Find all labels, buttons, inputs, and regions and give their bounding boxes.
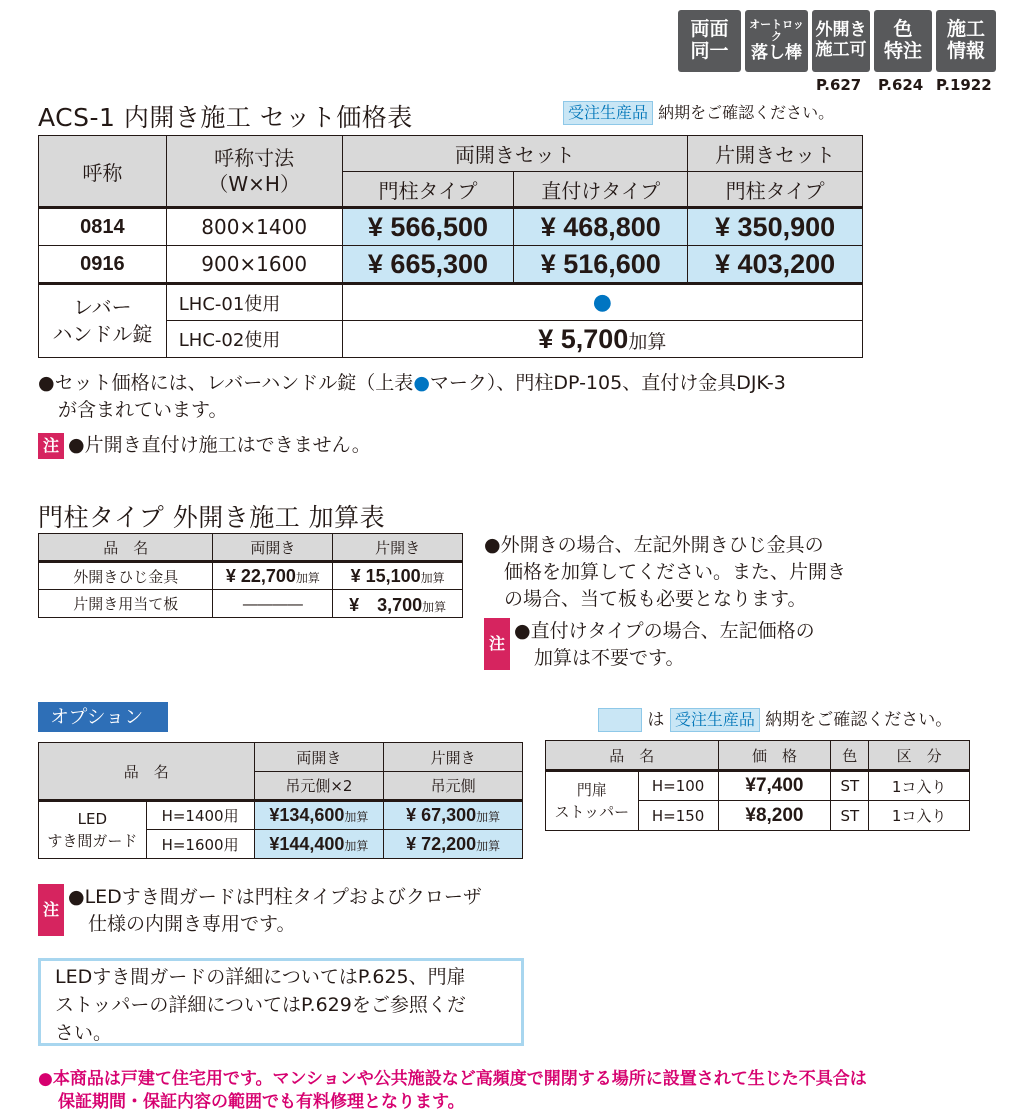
delivery-note: 納期をご確認ください。	[658, 103, 835, 122]
caution-icon: 注	[38, 433, 64, 459]
single-direct-note: 注 ●片開き直付け施工はできません。	[38, 432, 371, 459]
price-cell: ¥ 3,700加算	[333, 590, 463, 618]
price-cell: ¥ 22,700加算	[213, 562, 333, 590]
header-price: 価 格	[718, 741, 831, 771]
price-cell: ¥144,400加算	[254, 830, 384, 859]
header-name: 品 名	[546, 741, 719, 771]
header-single-set: 片開きセット	[688, 136, 863, 172]
legend-swatch	[598, 708, 642, 732]
header-size: 呼称寸法 （W×H）	[166, 136, 342, 208]
table-row	[39, 562, 463, 590]
header-single: 片開き	[384, 743, 523, 772]
badge-color-custom: 色 特注	[874, 10, 932, 72]
size-label: H=150	[638, 801, 718, 831]
color-code: ST	[831, 771, 869, 801]
set-price-table	[38, 135, 863, 358]
price-cell: ¥ 72,200加算	[384, 830, 523, 859]
price-cell: ¥ 516,600	[514, 246, 688, 284]
size-label: H=1600用	[146, 830, 254, 859]
badge-construction-info: 施工 情報	[936, 10, 996, 72]
made-to-order-notice	[563, 100, 834, 125]
model-code: 0916	[39, 246, 167, 284]
caution-icon: 注	[484, 618, 510, 670]
page-ref[interactable]: P.627	[816, 76, 862, 94]
header-hinge-x2: 吊元側×2	[254, 772, 384, 801]
badge-autolock: オートロック 落し棒	[745, 10, 808, 72]
table-row	[39, 801, 523, 830]
footer-warning: ●本商品は戸建て住宅用です。マンションや公共施設など高頻度で開閉する場所に設置されて生じた不具合は 保証期間・保証内容の範囲でも有料修理となります。	[38, 1069, 867, 1112]
made-to-order-badge: 受注生産品	[563, 101, 653, 125]
price-cell: ¥134,600加算	[254, 801, 384, 830]
header-double: 両開き	[254, 743, 384, 772]
size-label: H=1400用	[146, 801, 254, 830]
lhc02-price: ¥ 5,700加算	[342, 321, 862, 358]
price-cell: ¥ 566,500	[342, 208, 514, 246]
outward-addon-table	[38, 533, 463, 618]
table-row	[39, 590, 463, 618]
not-applicable: ――――	[213, 590, 333, 618]
header-division: 区 分	[869, 741, 970, 771]
model-size: 900×1600	[166, 246, 342, 284]
model-code: 0814	[39, 208, 167, 246]
header-single: 片開き	[333, 534, 463, 562]
price-cell: ¥ 67,300加算	[384, 801, 523, 830]
lever-handle-label: レバー ハンドル錠	[39, 284, 167, 358]
legend: は 受注生産品 納期をご確認ください。	[598, 705, 952, 732]
header-pillar-type: 門柱タイプ	[688, 172, 863, 208]
led-guard-table	[38, 742, 523, 859]
header-name: 品 名	[39, 534, 213, 562]
model-size: 800×1400	[166, 208, 342, 246]
color-code: ST	[831, 801, 869, 831]
feature-badges	[678, 10, 1000, 100]
header-double: 両開き	[213, 534, 333, 562]
price-cell: ¥ 15,100加算	[333, 562, 463, 590]
lhc02-label: LHC-02使用	[166, 321, 342, 358]
page-ref[interactable]: P.624	[878, 76, 924, 94]
price-cell: ¥ 665,300	[342, 246, 514, 284]
reference-box: LEDすき間ガードの詳細についてはP.625、門扉 ストッパーの詳細についてはP.629をご参照くだ さい。	[38, 958, 524, 1046]
price-cell: ¥ 350,900	[688, 208, 863, 246]
stopper-name: 門扉 ストッパー	[546, 771, 639, 831]
led-guard-name: LED すき間ガード	[39, 801, 147, 859]
gate-stopper-table	[545, 740, 970, 831]
lhc01-label: LHC-01使用	[166, 284, 342, 321]
header-direct-type: 直付けタイプ	[514, 172, 688, 208]
item-name: 片開き用当て板	[39, 590, 213, 618]
outward-note: ●外開きの場合、左記外開きひじ金具の 価格を加算してください。また、片開き の場合、当て板も必要となります。	[484, 534, 847, 610]
division: 1コ入り	[869, 801, 970, 831]
table-row	[546, 771, 970, 801]
price-cell: ¥ 468,800	[514, 208, 688, 246]
division: 1コ入り	[869, 771, 970, 801]
price-cell: ¥7,400	[718, 771, 831, 801]
section-title: ACS-1 内開き施工 セット価格表	[38, 103, 413, 132]
led-guard-note: 注 ●LEDすき間ガードは門柱タイプおよびクローザ 仕様の内開き専用です。	[38, 884, 482, 938]
price-cell: ¥8,200	[718, 801, 831, 831]
table-row	[39, 246, 863, 284]
header-name: 品 名	[39, 743, 255, 801]
item-name: 外開きひじ金具	[39, 562, 213, 590]
included-mark: ●	[342, 284, 862, 321]
size-label: H=100	[638, 771, 718, 801]
caution-icon: 注	[38, 884, 64, 936]
header-name: 呼称	[39, 136, 167, 208]
page-ref[interactable]: P.1922	[936, 76, 992, 94]
direct-type-note: 注 ●直付けタイプの場合、左記価格の 加算は不要です。	[484, 618, 815, 672]
table-row	[39, 208, 863, 246]
price-cell: ¥ 403,200	[688, 246, 863, 284]
header-hinge: 吊元側	[384, 772, 523, 801]
header-pillar-type: 門柱タイプ	[342, 172, 514, 208]
set-price-note: ●セット価格には、レバーハンドル錠（上表●マーク）、門柱DP-105、直付け金具DJK-3 が含まれています。	[38, 372, 786, 421]
option-label: オプション	[38, 702, 168, 732]
badge-double-same: 両面 同一	[678, 10, 741, 72]
badge-outward: 外開き 施工可	[812, 10, 870, 72]
section-title: 門柱タイプ 外開き施工 加算表	[38, 503, 386, 532]
made-to-order-badge: 受注生産品	[670, 708, 760, 732]
header-color: 色	[831, 741, 869, 771]
header-double-set: 両開きセット	[342, 136, 688, 172]
